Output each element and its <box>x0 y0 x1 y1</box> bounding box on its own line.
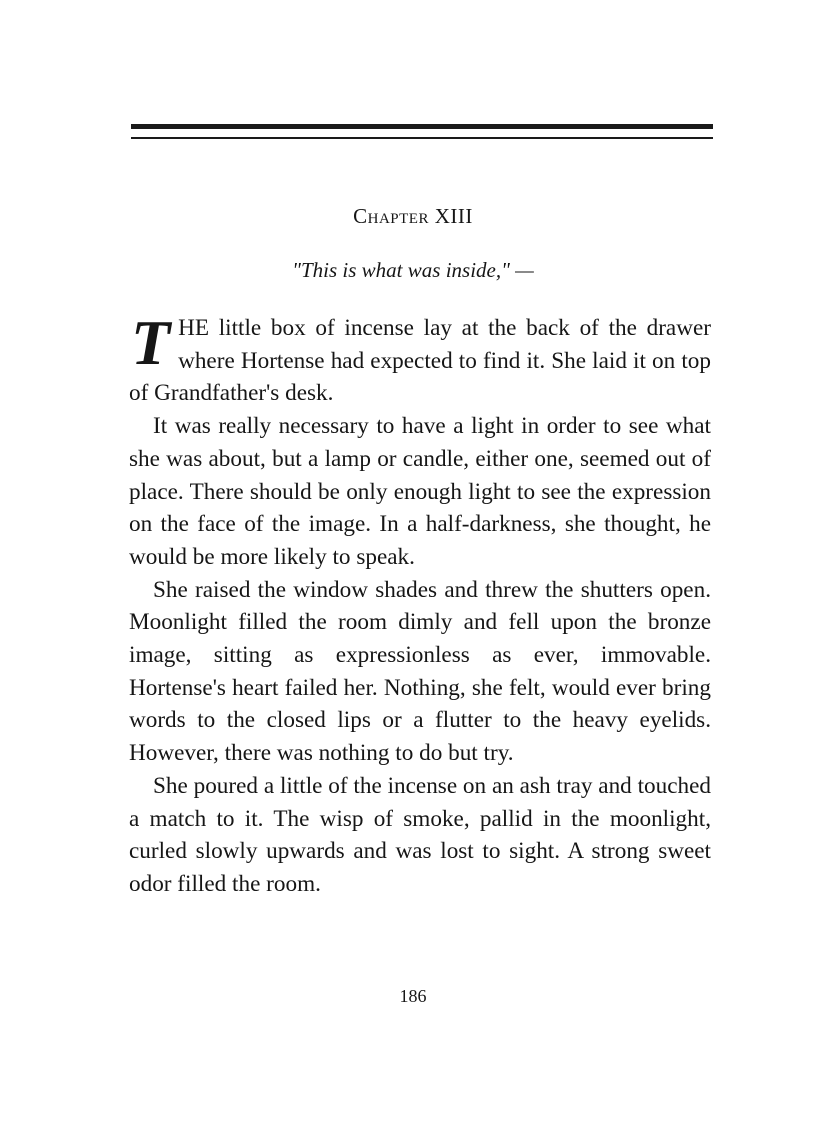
chapter-prefix: Chapter <box>353 204 429 228</box>
chapter-numeral: XIII <box>434 204 473 228</box>
paragraph: She poured a little of the incense on an ash tray and touched a match to it. The wisp of smoke, pallid in the moonlight, curled slowly upwards and was lost to sight. A strong sweet odor filled the room. <box>129 772 711 897</box>
drop-cap: T <box>131 307 171 378</box>
header-rule-thick <box>131 124 713 129</box>
chapter-heading <box>0 204 826 229</box>
chapter-epigraph: "This is what was inside," — <box>292 258 534 282</box>
paragraph: It was really necessary to have a light in order to see what she was about, but a lamp or candle, either one, seemed out of place. There should be only enough light to see the expression on the face of the image. In a half-darkness, she thought, he would be more likely to speak. <box>129 413 711 570</box>
header-rule-thin <box>131 137 713 139</box>
body-text <box>129 307 711 901</box>
paragraph <box>129 307 711 410</box>
paragraph-text: HE little box of incense lay at the back of the drawer where Hortense had expected to find it. She laid it on top of Grandfather's desk. <box>129 315 711 407</box>
paragraph: She raised the window shades and threw the shutters open. Moonlight filled the room dimly and fell upon the bronze image, sitting as expressionless as ever, immovable. Hortense's heart failed her. Nothing, she felt, would ever bring words to the closed lips or a flutter to the heavy eyelids. However, there was nothing to do but try. <box>129 576 711 767</box>
page-number: 186 <box>399 986 427 1006</box>
